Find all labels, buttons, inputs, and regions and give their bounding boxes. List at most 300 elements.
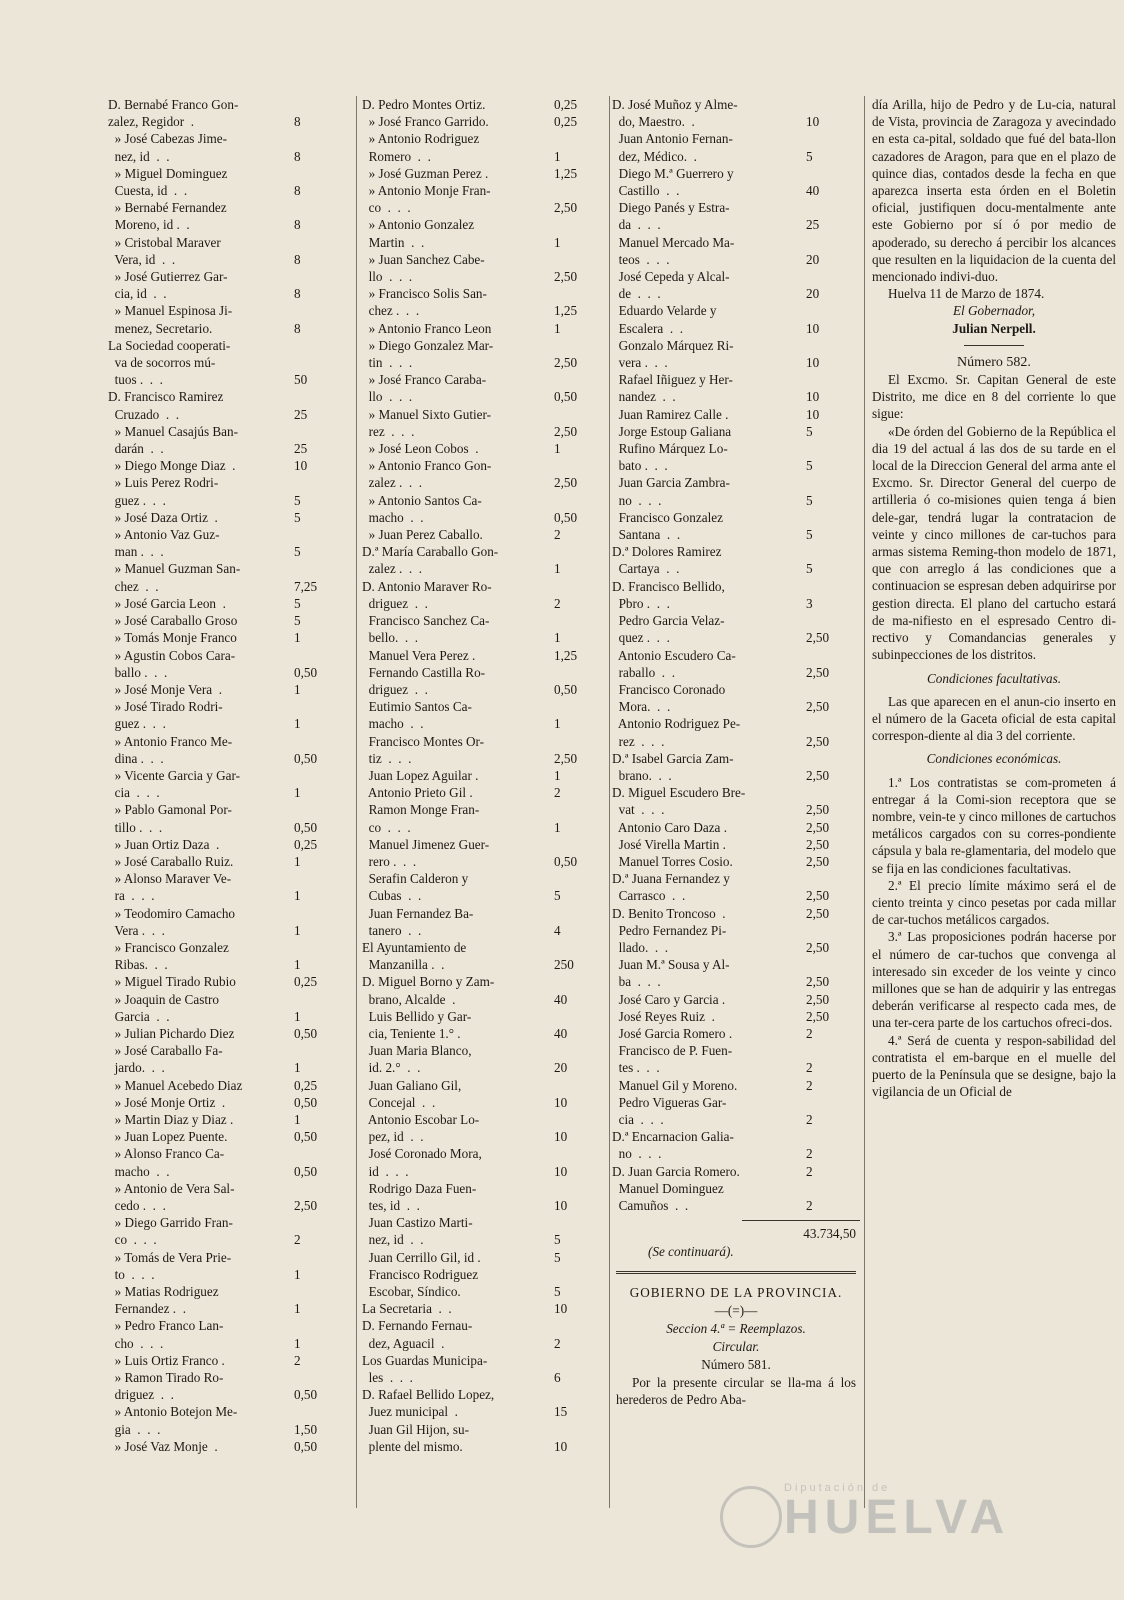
signature-name: Julian Nerpell. — [952, 320, 1036, 336]
donor-name: José Virella Martin . — [612, 836, 726, 852]
donor-entry — [108, 1128, 348, 1145]
notice-number: Número 581. — [701, 1357, 771, 1373]
donor-name: » José Gutierrez Gar- cia, id . . — [114, 269, 228, 302]
donor-name: » Manuel Guzman San- chez . . — [114, 561, 241, 594]
donor-entry — [362, 1042, 608, 1076]
donor-entry — [612, 1042, 860, 1076]
donor-amount: 5 — [554, 1249, 561, 1265]
donor-entry — [612, 96, 860, 130]
donor-amount: 2 — [554, 1335, 561, 1351]
total-rule — [742, 1220, 860, 1221]
donor-amount: 10 — [806, 406, 820, 422]
donor-entry — [108, 1094, 348, 1111]
donor-amount: 20 — [554, 1060, 568, 1076]
donor-entry — [362, 320, 608, 337]
donor-amount: 2,50 — [806, 733, 830, 749]
watermark-top-text: Diputación de — [784, 1482, 891, 1494]
donor-entry — [108, 96, 348, 130]
donor-name: » Antonio Botejon Me- gia . . . — [114, 1404, 238, 1437]
circular-label: Circular. — [712, 1339, 760, 1355]
donor-name: Ramon Monge Fran- co . . . — [368, 802, 480, 835]
donor-entry — [612, 1025, 860, 1042]
donor-name: » José Caraballo Fa- jardo. . . — [114, 1043, 223, 1076]
donor-amount: 2,50 — [554, 423, 578, 439]
donor-amount: 1 — [294, 1111, 301, 1127]
donor-amount: 5 — [806, 527, 813, 543]
donor-name: Rodrigo Daza Fuen- tes, id . . — [368, 1180, 477, 1213]
donor-name: Diego M.ª Guerrero y Castillo . . — [618, 165, 734, 199]
donor-entry — [108, 629, 348, 646]
donor-entry — [108, 853, 348, 870]
donor-amount: 1 — [294, 1335, 301, 1351]
donor-amount: 25 — [294, 406, 308, 422]
donor-amount: 1 — [294, 681, 301, 697]
donor-amount: 2,50 — [806, 888, 830, 904]
donor-entry — [362, 1077, 608, 1111]
donor-entry — [612, 474, 860, 508]
condition-item: 2.ª El precio límite máximo será el de ciento treinta y cinco pesetas por cada millar de car-tuchos metálicos cargados. — [872, 877, 1116, 928]
donor-amount: 2,50 — [806, 939, 830, 955]
donor-name: Gonzalo Márquez Ri- vera . . . — [618, 337, 734, 371]
donor-amount: 2 — [806, 1146, 813, 1162]
donor-amount: 0,25 — [554, 97, 578, 112]
conditions-text: Las que aparecen en el anun-cio inserto en el número de la Gaceta oficial de esta capital correspon-diente al dia 3 del corriente. — [872, 693, 1116, 744]
donor-amount: 5 — [294, 544, 301, 560]
donor-name: D. Francisco Bellido, Pbro . . . — [612, 578, 725, 611]
donor-name: » José Daza Ortiz . — [108, 509, 218, 525]
donor-entry — [612, 371, 860, 405]
donor-entry — [612, 234, 860, 268]
donor-entry — [612, 1128, 860, 1162]
donor-name: D.ª Isabel Garcia Zam- brano. . . — [612, 750, 734, 783]
donor-entry — [108, 801, 348, 835]
donor-amount: 0,50 — [554, 681, 578, 697]
donor-entry — [612, 440, 860, 474]
donor-name: Manuel Vera Perez . — [362, 647, 476, 663]
donor-entry — [108, 698, 348, 732]
donor-amount: 0,50 — [294, 1025, 318, 1041]
section-divider — [616, 1271, 856, 1274]
donors-column-3 — [612, 96, 860, 1409]
donor-amount: 2 — [806, 1198, 813, 1213]
notice-intro: El Excmo. Sr. Capitan General de este Distrito, me dice en 8 del corriente lo que sigue: — [872, 372, 1116, 422]
donor-entry — [108, 870, 348, 904]
donor-amount: 7,25 — [294, 578, 318, 594]
donor-entry — [612, 836, 860, 853]
donor-entry — [362, 939, 608, 973]
donor-entry — [612, 750, 860, 784]
donor-amount: 1 — [554, 320, 561, 336]
donor-amount: 2,50 — [554, 355, 578, 371]
donor-name: Jorge Estoup Galiana — [612, 423, 732, 439]
donor-amount: 1 — [554, 234, 561, 250]
donor-name: Eutimio Santos Ca- macho . . — [368, 699, 472, 732]
donor-amount: 5 — [294, 509, 301, 525]
donor-name: D. Benito Troncoso . — [612, 905, 726, 921]
donor-name: » José Tirado Rodri- guez . . . — [114, 699, 223, 732]
watermark-main-text: HUELVA — [784, 1491, 1011, 1544]
donor-amount: 2 — [806, 1163, 813, 1179]
donor-amount: 40 — [554, 991, 568, 1007]
donor-name: Juan Ramirez Calle . — [612, 406, 729, 422]
donor-name: » José Vaz Monje . — [108, 1438, 218, 1454]
donor-amount: 8 — [294, 114, 301, 130]
donor-name: Serafin Calderon y Cubas . . — [368, 871, 469, 904]
donor-name: D. Miguel Borno y Zam- brano, Alcalde . — [362, 974, 495, 1007]
donor-entry — [108, 973, 348, 990]
donor-name: » Antonio Rodriguez Romero . . — [368, 131, 480, 164]
donor-entry — [108, 1438, 348, 1455]
donor-amount: 4 — [554, 922, 561, 938]
donor-entry — [108, 939, 348, 973]
donor-name: Juan Fernandez Ba- tanero . . — [368, 905, 474, 938]
donor-name: » José Franco Caraba- llo . . . — [368, 372, 487, 405]
donor-amount: 1 — [294, 1301, 301, 1317]
donor-name: » Ramon Tirado Ro- driguez . . — [114, 1370, 224, 1403]
donor-entry — [108, 337, 348, 389]
donor-name: Fernando Castilla Ro- driguez . . — [368, 664, 486, 697]
donor-entry — [108, 509, 348, 526]
donor-amount: 0,25 — [554, 114, 578, 130]
donor-name: Juan Galiano Gil, Concejal . . — [368, 1077, 462, 1110]
donor-entry — [362, 251, 608, 285]
donor-amount: 2,50 — [806, 905, 830, 921]
donor-amount: 1 — [554, 441, 561, 457]
donor-amount: 2,50 — [806, 699, 830, 715]
donor-amount: 2 — [806, 1025, 813, 1041]
donor-amount: 25 — [294, 441, 308, 457]
donor-entry — [612, 543, 860, 577]
donor-name: » Antonio Gonzalez Martin . . — [368, 217, 475, 250]
donor-name: D. Bernabé Franco Gon- zalez, Regidor . — [108, 97, 239, 130]
donor-name: » Manuel Acebedo Diaz — [108, 1077, 243, 1093]
donor-entry — [362, 182, 608, 216]
donor-amount: 1 — [294, 1008, 301, 1024]
donor-name: » Diego Gonzalez Mar- tin . . . — [368, 337, 494, 371]
donor-amount: 0,25 — [294, 836, 318, 852]
donor-entry — [362, 371, 608, 405]
donor-name: José Garcia Romero . — [612, 1025, 733, 1041]
donor-name: » Antonio Santos Ca- macho . . — [368, 492, 482, 525]
donor-amount: 0,50 — [554, 853, 578, 869]
donor-amount: 1 — [294, 1266, 301, 1282]
donor-amount: 2,50 — [806, 802, 830, 818]
condition-item: 3.ª Las proposiciones podrán hacerse por el número de car-tuchos que convenga al interesado sin exceder de los veinte y cinco millones que se han de adquirir y las entregas deberán verificarse al respecto cada mes, de una ter-cera parte de los cartuchos ofreci-dos. — [872, 929, 1116, 1031]
donor-entry — [612, 612, 860, 646]
donor-name: » José Garcia Leon . — [108, 595, 226, 611]
donor-amount: 2,50 — [554, 750, 578, 766]
donor-name: La Sociedad cooperati- va de socorros mú- tuos . . . — [108, 337, 231, 388]
donor-entry — [612, 784, 860, 818]
donor-name: Luis Bellido y Gar- cia, Teniente 1.° . — [368, 1008, 472, 1041]
donor-entry — [362, 698, 608, 732]
donor-entry — [362, 337, 608, 371]
donor-amount: 8 — [294, 148, 301, 164]
donor-name: José Coronado Mora, id . . . — [368, 1146, 482, 1179]
section-subheading: Seccion 4.ª = Reemplazos. — [666, 1321, 806, 1337]
donor-amount: 1 — [554, 767, 561, 783]
donor-entry — [362, 440, 608, 457]
donor-amount: 1 — [554, 630, 561, 646]
donor-entry — [612, 1163, 860, 1180]
donor-amount: 10 — [806, 355, 820, 371]
donor-entry — [108, 1283, 348, 1317]
donor-name: D. Antonio Maraver Ro- driguez . . — [362, 578, 492, 611]
donor-amount: 5 — [554, 888, 561, 904]
donor-amount: 8 — [294, 183, 301, 199]
donor-amount: 1 — [294, 1060, 301, 1076]
donor-amount: 5 — [806, 423, 813, 439]
donor-amount: 2,50 — [806, 767, 830, 783]
donor-amount: 50 — [294, 372, 308, 388]
donor-amount: 10 — [554, 1198, 568, 1213]
donor-entry — [362, 1266, 608, 1300]
donor-amount: 20 — [806, 286, 820, 302]
donor-name: Manuel Gil y Moreno. — [612, 1077, 738, 1093]
donor-entry — [612, 406, 860, 423]
donor-entry — [612, 956, 860, 990]
heading-ornament: —(=)— — [714, 1303, 758, 1319]
archive-watermark — [720, 1482, 1050, 1552]
donor-entry — [108, 302, 348, 336]
donor-amount: 0,25 — [294, 974, 318, 990]
donor-amount: 5 — [554, 1284, 561, 1300]
donor-name: » Miguel Tirado Rubio — [108, 974, 236, 990]
donor-entry — [612, 681, 860, 715]
donor-entry — [108, 560, 348, 594]
donations-total: 43.734,50 — [803, 1226, 856, 1242]
donor-amount: 5 — [294, 492, 301, 508]
donor-entry — [108, 905, 348, 939]
donor-amount: 10 — [294, 458, 308, 474]
continued-note: (Se continuará). — [648, 1244, 734, 1260]
donor-amount: 1 — [554, 561, 561, 577]
donor-amount: 5 — [806, 148, 813, 164]
donor-entry — [612, 423, 860, 440]
donor-amount: 10 — [806, 389, 820, 405]
donor-entry — [108, 1214, 348, 1248]
donor-name: » José Caraballo Groso — [108, 613, 238, 629]
donor-amount: 10 — [554, 1094, 568, 1110]
donors-column-2 — [362, 96, 608, 1455]
donor-name: » Martin Diaz y Diaz . — [108, 1111, 234, 1127]
donor-name: » José Cabezas Jime- nez, id . . — [114, 131, 228, 164]
donor-name: Francisco Gonzalez Santana . . — [618, 509, 723, 543]
donor-amount: 5 — [294, 613, 301, 629]
donor-name: » José Monje Ortiz . — [108, 1094, 226, 1110]
donor-amount: 5 — [806, 458, 813, 474]
donor-entry — [362, 526, 608, 543]
donor-entry — [612, 853, 860, 870]
donor-name: José Reyes Ruiz . — [612, 1008, 715, 1024]
donor-entry — [362, 578, 608, 612]
donor-amount: 8 — [294, 286, 301, 302]
donor-entry — [612, 905, 860, 922]
donor-amount: 1 — [294, 853, 301, 869]
donor-entry — [362, 1300, 608, 1317]
donor-name: José Caro y Garcia . — [612, 991, 726, 1007]
donor-entry — [362, 973, 608, 1007]
donor-amount: 25 — [806, 217, 820, 233]
donor-entry — [612, 302, 860, 336]
donor-entry — [612, 1008, 860, 1025]
donor-amount: 20 — [806, 251, 820, 267]
donor-entry — [612, 509, 860, 543]
donor-entry — [612, 130, 860, 164]
donor-entry — [108, 1111, 348, 1128]
donor-amount: 0,50 — [294, 1163, 318, 1179]
donor-entry — [612, 922, 860, 956]
donor-name: D. Pedro Montes Ortiz. — [362, 97, 486, 112]
section-heading: GOBIERNO DE LA PROVINCIA. — [629, 1285, 843, 1301]
donor-name: Juan Lopez Aguilar . — [362, 767, 479, 783]
donor-entry — [108, 595, 348, 612]
donor-entry — [108, 1145, 348, 1179]
donor-amount: 1 — [294, 785, 301, 801]
donor-entry — [108, 1025, 348, 1042]
donor-entry — [108, 991, 348, 1025]
notices-column — [872, 96, 1116, 1100]
donor-entry — [108, 388, 348, 422]
donor-entry — [612, 1180, 860, 1214]
donor-name: D. Francisco Ramirez Cruzado . . — [108, 389, 224, 422]
donor-entry — [362, 1008, 608, 1042]
donor-entry — [612, 647, 860, 681]
circular-text: Por la presente circular se lla-ma á los herederos de Pedro Aba- — [616, 1375, 856, 1408]
donor-name: » Vicente Garcia y Gar- cia . . . — [114, 767, 240, 801]
donor-amount: 10 — [554, 1129, 568, 1145]
donor-entry — [362, 905, 608, 939]
donor-amount: 0,50 — [294, 819, 318, 835]
donor-amount: 10 — [554, 1163, 568, 1179]
donor-entry — [362, 1214, 608, 1248]
donor-entry — [108, 474, 348, 508]
donor-amount: 5 — [806, 561, 813, 577]
donor-name: Juan Maria Blanco, id. 2.° . . — [368, 1043, 472, 1076]
donor-entry — [108, 647, 348, 681]
donor-amount: 0,50 — [294, 1387, 318, 1403]
donor-name: Manuel Jimenez Guer- rero . . . — [368, 836, 490, 869]
donor-name: » Diego Monge Diaz . — [108, 458, 236, 474]
donor-entry — [362, 1386, 608, 1420]
donor-amount: 1,25 — [554, 647, 578, 663]
donor-name: Pedro Vigueras Gar- cia . . . — [618, 1094, 727, 1127]
donor-name: Manuel Dominguez Camuños . . — [618, 1180, 724, 1213]
donor-entry — [362, 1249, 608, 1266]
donor-amount: 15 — [554, 1404, 568, 1420]
donor-name: » Antonio Monje Fran- co . . . — [368, 183, 491, 216]
donor-name: Francisco de P. Fuen- tes . . . — [618, 1043, 733, 1076]
donor-name: Juan Garcia Zambra- no . . . — [618, 475, 730, 508]
donor-name: El Ayuntamiento de Manzanilla . . — [362, 939, 467, 973]
donor-entry — [362, 216, 608, 250]
donor-name: Francisco Coronado Mora. . . — [618, 681, 726, 715]
donors-column-1 — [108, 96, 348, 1455]
donor-entry — [108, 767, 348, 801]
donor-entry — [108, 130, 348, 164]
donor-entry — [108, 1369, 348, 1403]
donor-entry — [612, 1077, 860, 1094]
donor-amount: 1,25 — [554, 165, 578, 181]
conditions-heading: Condiciones económicas. — [926, 751, 1062, 767]
donor-amount: 2 — [806, 1077, 813, 1093]
donor-entry — [362, 801, 608, 835]
donor-name: » Agustin Cobos Cara- ballo . . . — [114, 647, 236, 680]
donor-name: Pedro Fernandez Pi- llado. . . — [618, 922, 727, 955]
donor-amount: 2 — [554, 785, 561, 801]
donor-entry — [108, 1042, 348, 1076]
donor-name: D. Rafael Bellido Lopez, Juez municipal . — [362, 1387, 495, 1420]
donor-entry — [612, 715, 860, 749]
donor-amount: 2,50 — [806, 664, 830, 680]
donor-amount: 1 — [294, 922, 301, 938]
donor-entry — [362, 457, 608, 491]
donor-amount: 1,25 — [554, 303, 578, 319]
donor-entry — [612, 199, 860, 233]
donor-amount: 2,50 — [806, 1008, 830, 1024]
donor-name: » Antonio Franco Gon- zalez . . . — [368, 458, 492, 491]
donor-amount: 3 — [806, 595, 813, 611]
donor-amount: 0,50 — [294, 1094, 318, 1110]
donor-amount: 250 — [554, 957, 574, 973]
donor-name: » Teodomiro Camacho Vera . . . — [114, 905, 236, 938]
circular-text: día Arilla, hijo de Pedro y de Lu-cia, natural de Vista, provincia de Zaragoza y avecindado en esta ca-pital, soldado que fué del bata-llon cazadores de Aragon, para que en el plazo de quince dias, contados desde la fecha en que aparezca inserta esta órden en el Boletin oficial, justifiquen docu-mentalmente ante este Gobierno por sí ó por medio de apoderado, su derecho á percibir los alcances que resulten en la liquidacion de la cuenta del mencionado indivi-duo. — [872, 97, 1116, 285]
donor-name: » José Franco Garrido. — [362, 114, 489, 130]
column-rule — [609, 96, 610, 1508]
donor-entry — [362, 1111, 608, 1145]
donor-entry — [362, 285, 608, 319]
donor-amount: 1 — [294, 888, 301, 904]
condition-item: 1.ª Los contratistas se com-prometen á entregar á la Comi-sion receptora que se nombre, vein-te y cinco millones de cartuchos metálicos cargados con su corres-pondiente cápsula y bala re-glamentaria, del modelo que se fija en las condiciones facultativas. — [872, 774, 1116, 876]
donor-amount: 1,50 — [294, 1421, 318, 1437]
donor-entry — [362, 870, 608, 904]
donor-name: » Antonio Franco Leon — [362, 320, 492, 336]
donor-amount: 2,50 — [554, 269, 578, 285]
donor-name: » Juan Sanchez Cabe- llo . . . — [368, 251, 485, 285]
donor-entry — [362, 1317, 608, 1351]
donor-name: » Matias Rodriguez Fernandez . . — [114, 1284, 219, 1317]
donor-entry — [362, 406, 608, 440]
donor-entry — [108, 1180, 348, 1214]
donor-name: » Juan Perez Caballo. — [362, 527, 483, 543]
date-line: Huelva 11 de Marzo de 1874. — [888, 286, 1045, 302]
donor-name: » José Guzman Perez . — [362, 165, 489, 181]
donor-entry — [362, 1180, 608, 1214]
notice-text: «De órden del Gobierno de la República el dia 19 del actual á las dos de su tarde en el local de la Direccion General del arma ante el Excmo. Sr. Director General del cuerpo de artilleria ó co-misiones quien tenga á bien dele-gar, tendrá lugar la contratacion de veinte y cinco millones de car-tuchos para armas sistema Reming-thon modelo de 1871, que con arreglo á las condiciones que a continuacion se espresan deben adquirirse por gestion directa. El plano del cartucho estará de ma-nifiesto en el espresado Centro di-rectivo y Comandancias generales y subinpecciones de los distritos. — [872, 423, 1116, 663]
donor-entry — [612, 578, 860, 612]
donor-amount: 0,50 — [294, 664, 318, 680]
donor-amount: 0,50 — [554, 389, 578, 405]
donor-name: Diego Panés y Estra- da . . . — [618, 200, 730, 233]
donor-entry — [612, 870, 860, 904]
condition-item: 4.ª Será de cuenta y respon-sabilidad del contratista el em-barque en el muelle del puerto de la Península que se designe, bajo la vigilancia de un Oficial de — [872, 1032, 1116, 1100]
donor-name: » Luis Perez Rodri- guez . . . — [114, 475, 219, 508]
donor-amount: 8 — [294, 217, 301, 233]
donor-name: » Juan Lopez Puente. — [108, 1129, 228, 1145]
donor-name: » Francisco Solis San- chez . . . — [368, 286, 487, 319]
donor-entry — [612, 991, 860, 1008]
donor-entry — [362, 647, 608, 664]
donor-entry — [362, 733, 608, 767]
donor-amount: 1 — [294, 957, 301, 973]
donor-amount: 2,50 — [806, 819, 830, 835]
donor-name: » Joaquin de Castro Garcia . . — [114, 991, 219, 1024]
donor-entry — [108, 234, 348, 268]
donor-entry — [362, 784, 608, 801]
donor-name: Juan Castizo Marti- nez, id . . — [368, 1215, 473, 1248]
donor-name: D. Juan Garcia Romero. — [612, 1163, 740, 1179]
donor-name: Francisco Sanchez Ca- bello. . . — [368, 613, 490, 646]
